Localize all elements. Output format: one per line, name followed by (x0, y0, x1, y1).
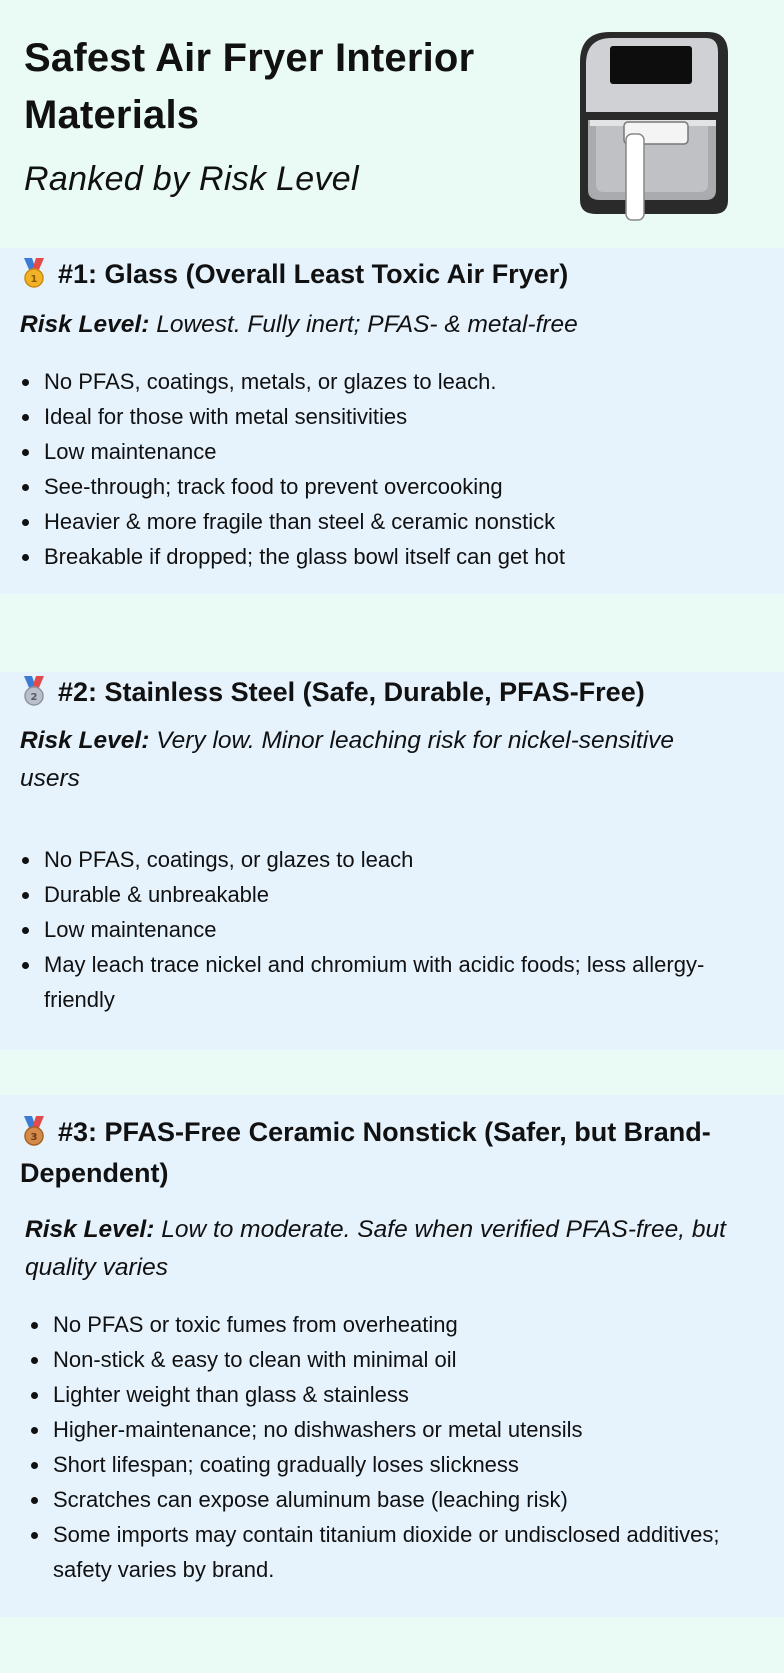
svg-text:3: 3 (30, 1132, 38, 1143)
section-stainless-steel (0, 672, 784, 1050)
section-heading (20, 672, 645, 713)
section-glass (0, 248, 784, 594)
silver-medal-icon (20, 676, 48, 706)
list-item: May leach trace nickel and chromium with acidic foods; less allergy-friendly (20, 947, 720, 1017)
list-item: Lighter weight than glass & stainless (29, 1377, 729, 1412)
page-title: Safest Air Fryer Interior Materials (24, 36, 475, 137)
list-item: Scratches can expose aluminum base (leaching risk) (29, 1482, 729, 1517)
list-item: No PFAS, coatings, metals, or glazes to leach. (20, 364, 760, 399)
list-item: Heavier & more fragile than steel & ceramic nonstick (20, 504, 760, 539)
risk-level-label: Risk Level: (20, 311, 150, 338)
svg-text:1: 1 (30, 274, 38, 285)
risk-level-label: Risk Level: (20, 727, 150, 754)
bullet-list (20, 364, 760, 574)
list-item: Low maintenance (20, 912, 720, 947)
list-item: See-through; track food to prevent overcooking (20, 469, 760, 504)
list-item: No PFAS, coatings, or glazes to leach (20, 842, 720, 877)
section-heading-text: #3: PFAS-Free Ceramic Nonstick (Safer, but Brand-Dependent) (20, 1117, 711, 1188)
list-item: Low maintenance (20, 434, 760, 469)
section-heading (20, 1112, 740, 1194)
risk-level-text: Low to moderate. Safe when verified PFAS-free, but quality varies (25, 1216, 726, 1281)
risk-level (25, 1211, 765, 1287)
risk-level-text: Very low. Minor leaching risk for nickel-sensitive users (20, 727, 675, 792)
svg-text:2: 2 (30, 692, 38, 703)
section-ceramic-nonstick (0, 1095, 784, 1617)
list-item: Non-stick & easy to clean with minimal oil (29, 1342, 729, 1377)
list-item: Breakable if dropped; the glass bowl itself can get hot (20, 539, 760, 574)
header (0, 0, 784, 248)
risk-level-text: Lowest. Fully inert; PFAS- & metal-free (156, 311, 578, 338)
bullet-list (20, 842, 720, 1017)
list-item: Ideal for those with metal sensitivities (20, 399, 760, 434)
bullet-list (29, 1307, 729, 1587)
risk-level (20, 722, 720, 798)
page-subtitle: Ranked by Risk Level (24, 160, 359, 198)
list-item: Durable & unbreakable (20, 877, 720, 912)
section-heading-text: #1: Glass (Overall Least Toxic Air Fryer) (58, 259, 569, 289)
risk-level-label: Risk Level: (25, 1216, 155, 1243)
list-item: Short lifespan; coating gradually loses slickness (29, 1447, 729, 1482)
list-item: No PFAS or toxic fumes from overheating (29, 1307, 729, 1342)
list-item: Some imports may contain titanium dioxide or undisclosed additives; safety varies by brand. (29, 1517, 729, 1587)
section-heading (20, 254, 568, 295)
gold-medal-icon (20, 258, 48, 288)
section-heading-text: #2: Stainless Steel (Safe, Durable, PFAS-Free) (58, 677, 645, 707)
bronze-medal-icon (20, 1116, 48, 1146)
air-fryer-icon (566, 24, 734, 224)
risk-level (20, 306, 578, 344)
list-item: Higher-maintenance; no dishwashers or metal utensils (29, 1412, 729, 1447)
